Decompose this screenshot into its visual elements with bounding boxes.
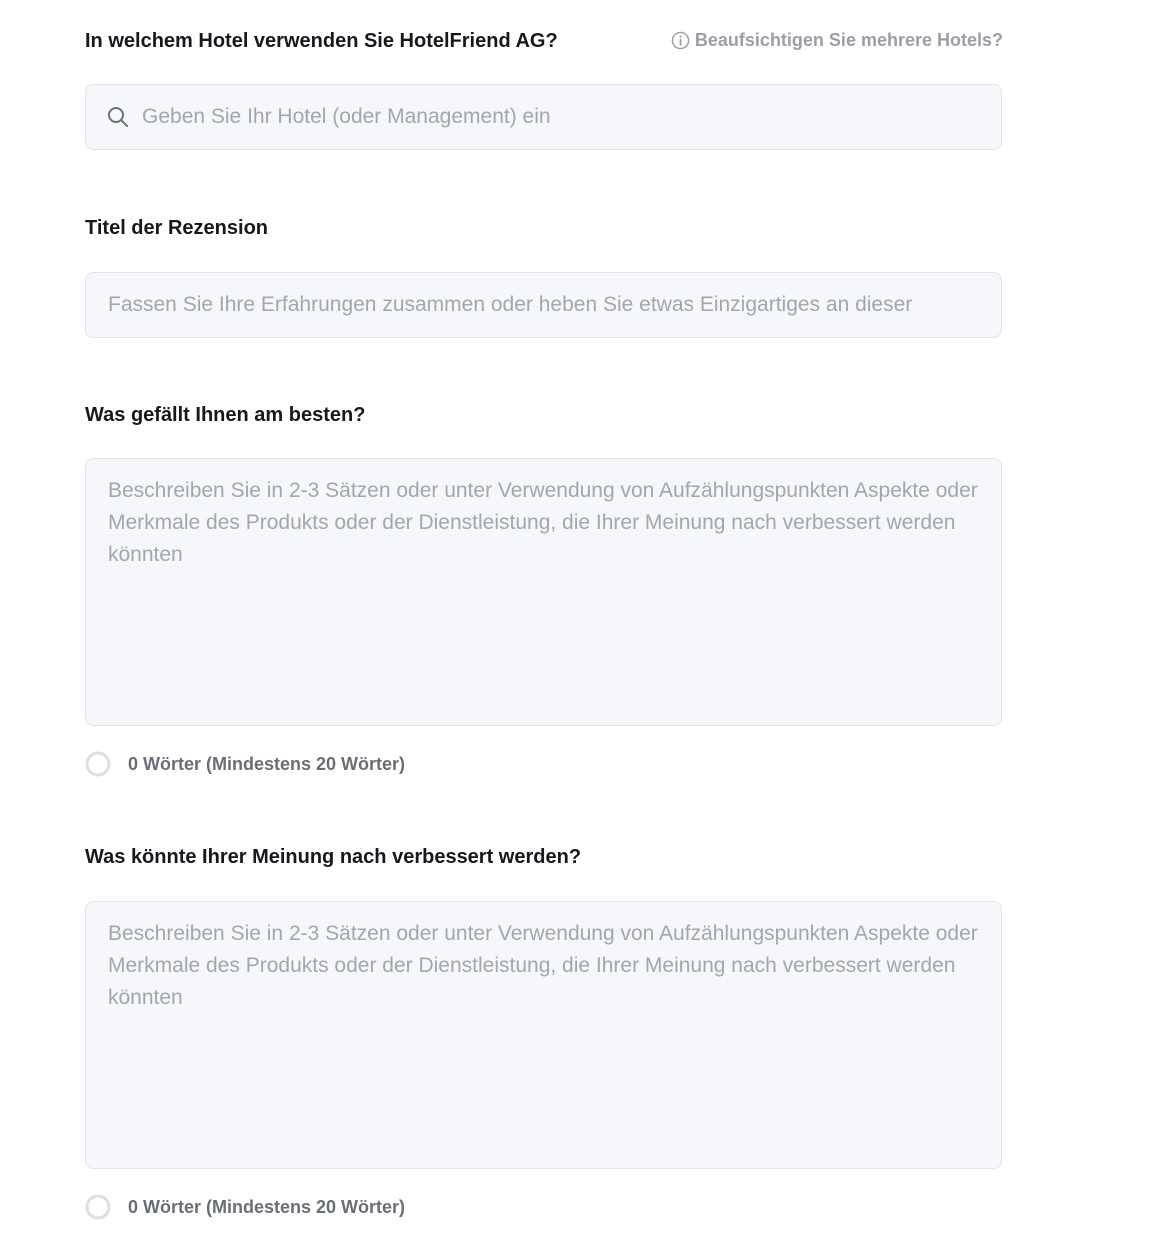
- hotel-question-label: In welchem Hotel verwenden Sie HotelFriend AG?: [85, 30, 558, 52]
- improvements-label: Was könnte Ihrer Meinung nach verbessert werden?: [85, 846, 582, 868]
- review-title-label: Titel der Rezension: [85, 217, 269, 239]
- improvements-word-counter: [85, 1194, 405, 1220]
- review-title-field[interactable]: [85, 272, 1002, 338]
- likes-word-counter: [85, 751, 405, 777]
- likes-word-count-text: 0 Wörter (Mindestens 20 Wörter): [128, 753, 406, 774]
- likes-textarea[interactable]: [86, 459, 1001, 725]
- search-icon: [106, 105, 130, 129]
- likes-label: Was gefällt Ihnen am besten?: [85, 404, 366, 426]
- hotel-search-field[interactable]: [85, 84, 1002, 150]
- progress-ring-icon: [85, 751, 111, 777]
- info-icon: [671, 31, 690, 50]
- improvements-field[interactable]: [85, 901, 1002, 1169]
- review-title-input[interactable]: [86, 273, 1001, 337]
- hotel-search-input[interactable]: [130, 85, 1001, 149]
- likes-field[interactable]: [85, 458, 1002, 726]
- improvements-textarea[interactable]: [86, 902, 1001, 1168]
- progress-ring-icon: [85, 1194, 111, 1220]
- multiple-hotels-link-text: Beaufsichtigen Sie mehrere Hotels?: [694, 30, 1003, 50]
- multiple-hotels-link[interactable]: [671, 30, 1003, 51]
- improvements-word-count-text: 0 Wörter (Mindestens 20 Wörter): [128, 1196, 406, 1217]
